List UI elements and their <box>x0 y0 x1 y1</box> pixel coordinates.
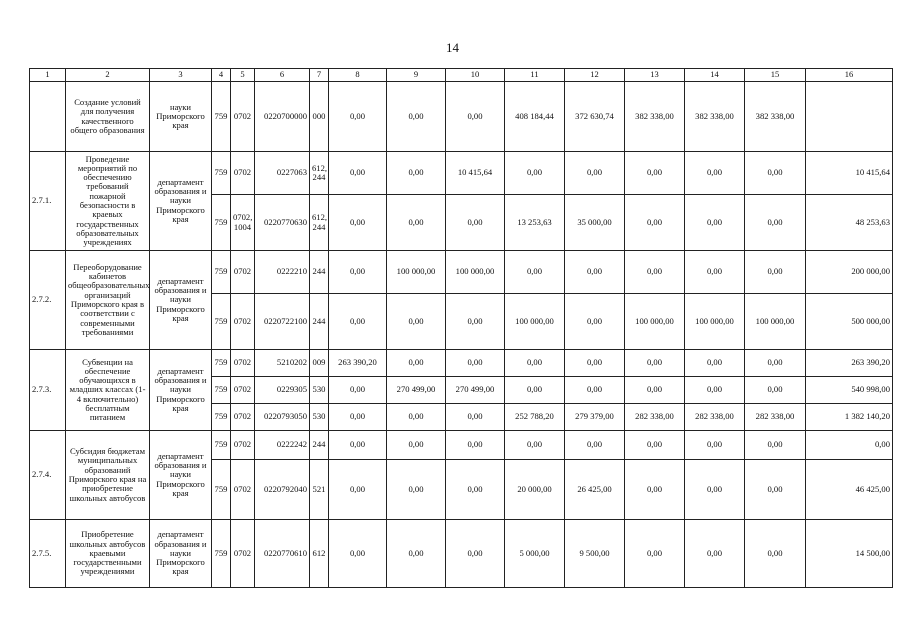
column-header: 4 <box>212 69 231 82</box>
cell-expense-type: 521 <box>310 460 329 520</box>
cell-y2019: 0,00 <box>685 251 745 294</box>
cell-section: 0702 <box>231 520 255 588</box>
cell-section: 0702 <box>231 152 255 195</box>
cell-section: 0702 <box>231 350 255 377</box>
column-header: 10 <box>446 69 505 82</box>
cell-total: 540 998,00 <box>806 377 893 404</box>
table-row <box>30 152 893 195</box>
cell-target-article: 0220770630 <box>255 195 310 251</box>
cell-total: 14 500,00 <box>806 520 893 588</box>
cell-y2019: 0,00 <box>685 520 745 588</box>
cell-section: 0702 <box>231 431 255 460</box>
column-header: 13 <box>625 69 685 82</box>
cell-y2017: 0,00 <box>565 350 625 377</box>
table-row <box>30 251 893 294</box>
cell-y2017: 0,00 <box>565 431 625 460</box>
cell-y2014: 0,00 <box>387 520 446 588</box>
cell-total: 10 415,64 <box>806 152 893 195</box>
cell-y2017: 26 425,00 <box>565 460 625 520</box>
column-header: 1 <box>30 69 66 82</box>
cell-y2019: 282 338,00 <box>685 404 745 431</box>
cell-y2013: 0,00 <box>329 152 387 195</box>
cell-grbs: 759 <box>212 350 231 377</box>
cell-y2014: 0,00 <box>387 431 446 460</box>
cell-y2019: 0,00 <box>685 195 745 251</box>
cell-y2013: 0,00 <box>329 460 387 520</box>
cell-y2018: 282 338,00 <box>625 404 685 431</box>
cell-expense-type: 009 <box>310 350 329 377</box>
cell-y2016: 0,00 <box>505 152 565 195</box>
column-header: 5 <box>231 69 255 82</box>
cell-y2014: 0,00 <box>387 350 446 377</box>
cell-y2018: 0,00 <box>625 377 685 404</box>
measure-name: Приобретение школьных автобусов краевыми государственными учреждениями <box>66 520 150 588</box>
cell-y2019: 0,00 <box>685 152 745 195</box>
cell-y2014: 0,00 <box>387 460 446 520</box>
cell-total: 263 390,20 <box>806 350 893 377</box>
column-header: 6 <box>255 69 310 82</box>
cell-section: 0702 <box>231 460 255 520</box>
cell-section: 0702 <box>231 404 255 431</box>
responsible-executor: департамент образования и науки Приморского края <box>150 251 212 350</box>
cell-y2015: 100 000,00 <box>446 251 505 294</box>
cell-y2018: 0,00 <box>625 431 685 460</box>
cell-grbs: 759 <box>212 82 231 152</box>
row-number: 2.7.1. <box>30 152 66 251</box>
cell-target-article: 0229305 <box>255 377 310 404</box>
cell-y2015: 0,00 <box>446 520 505 588</box>
cell-y2020: 0,00 <box>745 377 806 404</box>
cell-y2017: 35 000,00 <box>565 195 625 251</box>
cell-total <box>806 82 893 152</box>
cell-y2016: 0,00 <box>505 251 565 294</box>
cell-y2015: 270 499,00 <box>446 377 505 404</box>
cell-total: 48 253,63 <box>806 195 893 251</box>
responsible-executor: департамент образования и науки Приморского края <box>150 350 212 431</box>
cell-expense-type: 244 <box>310 431 329 460</box>
cell-y2020: 0,00 <box>745 152 806 195</box>
cell-total: 1 382 140,20 <box>806 404 893 431</box>
cell-y2014: 0,00 <box>387 404 446 431</box>
cell-y2013: 0,00 <box>329 82 387 152</box>
cell-y2016: 0,00 <box>505 377 565 404</box>
cell-y2014: 0,00 <box>387 294 446 350</box>
cell-grbs: 759 <box>212 460 231 520</box>
budget-table <box>29 68 893 588</box>
cell-y2017: 0,00 <box>565 294 625 350</box>
cell-y2015: 0,00 <box>446 460 505 520</box>
cell-y2015: 0,00 <box>446 294 505 350</box>
cell-y2016: 20 000,00 <box>505 460 565 520</box>
cell-y2016: 5 000,00 <box>505 520 565 588</box>
cell-y2020: 0,00 <box>745 460 806 520</box>
column-header: 11 <box>505 69 565 82</box>
cell-y2020: 0,00 <box>745 350 806 377</box>
cell-total: 200 000,00 <box>806 251 893 294</box>
cell-y2019: 0,00 <box>685 350 745 377</box>
cell-grbs: 759 <box>212 251 231 294</box>
cell-y2014: 0,00 <box>387 152 446 195</box>
column-header: 2 <box>66 69 150 82</box>
cell-y2018: 382 338,00 <box>625 82 685 152</box>
cell-section: 0702, 1004 <box>231 195 255 251</box>
page-number: 14 <box>446 40 459 55</box>
cell-expense-type: 612 <box>310 520 329 588</box>
cell-y2016: 0,00 <box>505 350 565 377</box>
cell-y2013: 263 390,20 <box>329 350 387 377</box>
row-number <box>30 82 66 152</box>
cell-expense-type: 612, 244 <box>310 195 329 251</box>
cell-expense-type: 530 <box>310 377 329 404</box>
measure-name: Проведение мероприятий по обеспечению требований пожарной безопасности в краевых государственных образовательных учреждениях <box>66 152 150 251</box>
column-header: 8 <box>329 69 387 82</box>
cell-target-article: 0220722100 <box>255 294 310 350</box>
cell-y2020: 100 000,00 <box>745 294 806 350</box>
cell-y2017: 0,00 <box>565 251 625 294</box>
cell-y2014: 270 499,00 <box>387 377 446 404</box>
cell-expense-type: 530 <box>310 404 329 431</box>
cell-y2019: 0,00 <box>685 377 745 404</box>
cell-y2018: 0,00 <box>625 152 685 195</box>
cell-y2015: 0,00 <box>446 350 505 377</box>
cell-expense-type: 244 <box>310 294 329 350</box>
cell-target-article: 0220792040 <box>255 460 310 520</box>
cell-y2016: 0,00 <box>505 431 565 460</box>
header-row <box>30 69 893 82</box>
cell-y2013: 0,00 <box>329 195 387 251</box>
cell-y2016: 13 253,63 <box>505 195 565 251</box>
cell-total: 0,00 <box>806 431 893 460</box>
cell-y2018: 0,00 <box>625 460 685 520</box>
cell-expense-type: 244 <box>310 251 329 294</box>
cell-y2016: 100 000,00 <box>505 294 565 350</box>
cell-y2018: 0,00 <box>625 195 685 251</box>
cell-y2015: 0,00 <box>446 195 505 251</box>
row-number: 2.7.5. <box>30 520 66 588</box>
row-number: 2.7.3. <box>30 350 66 431</box>
cell-target-article: 0220770610 <box>255 520 310 588</box>
table-row <box>30 82 893 152</box>
measure-name: Субсидия бюджетам муниципальных образований Приморского края на приобретение школьных автобусов <box>66 431 150 520</box>
cell-y2015: 0,00 <box>446 404 505 431</box>
cell-y2016: 252 788,20 <box>505 404 565 431</box>
cell-y2013: 0,00 <box>329 294 387 350</box>
cell-y2015: 0,00 <box>446 431 505 460</box>
cell-y2020: 0,00 <box>745 520 806 588</box>
cell-grbs: 759 <box>212 431 231 460</box>
cell-y2018: 0,00 <box>625 251 685 294</box>
cell-section: 0702 <box>231 377 255 404</box>
measure-name: Переоборудование кабинетов общеобразовательных организаций Приморского края в соответствии с современными требованиями <box>66 251 150 350</box>
column-header: 14 <box>685 69 745 82</box>
cell-target-article: 0222210 <box>255 251 310 294</box>
cell-y2018: 100 000,00 <box>625 294 685 350</box>
cell-grbs: 759 <box>212 377 231 404</box>
cell-section: 0702 <box>231 82 255 152</box>
cell-y2020: 0,00 <box>745 431 806 460</box>
cell-y2014: 0,00 <box>387 82 446 152</box>
cell-y2016: 408 184,44 <box>505 82 565 152</box>
cell-target-article: 0220793050 <box>255 404 310 431</box>
cell-grbs: 759 <box>212 404 231 431</box>
cell-y2018: 0,00 <box>625 350 685 377</box>
responsible-executor: департамент образования и науки Приморского края <box>150 152 212 251</box>
column-header: 12 <box>565 69 625 82</box>
measure-name: Субвенции на обеспечение обучающихся в младших классах (1-4 включительно) бесплатным питанием <box>66 350 150 431</box>
cell-y2017: 279 379,00 <box>565 404 625 431</box>
cell-total: 46 425,00 <box>806 460 893 520</box>
cell-y2014: 0,00 <box>387 195 446 251</box>
measure-name: Создание условий для получения качественного общего образования <box>66 82 150 152</box>
cell-section: 0702 <box>231 251 255 294</box>
cell-grbs: 759 <box>212 152 231 195</box>
column-header: 3 <box>150 69 212 82</box>
cell-y2013: 0,00 <box>329 377 387 404</box>
cell-y2017: 0,00 <box>565 377 625 404</box>
cell-grbs: 759 <box>212 294 231 350</box>
cell-grbs: 759 <box>212 195 231 251</box>
cell-section: 0702 <box>231 294 255 350</box>
responsible-executor: департамент образования и науки Приморского края <box>150 520 212 588</box>
cell-expense-type: 612, 244 <box>310 152 329 195</box>
cell-target-article: 0220700000 <box>255 82 310 152</box>
table-body <box>30 69 893 588</box>
table-row <box>30 431 893 460</box>
responsible-executor: департамент образования и науки Приморского края <box>150 431 212 520</box>
cell-y2019: 0,00 <box>685 431 745 460</box>
cell-y2017: 372 630,74 <box>565 82 625 152</box>
cell-y2013: 0,00 <box>329 251 387 294</box>
cell-y2020: 0,00 <box>745 251 806 294</box>
cell-y2015: 0,00 <box>446 82 505 152</box>
cell-total: 500 000,00 <box>806 294 893 350</box>
column-header: 9 <box>387 69 446 82</box>
cell-y2019: 0,00 <box>685 460 745 520</box>
cell-y2020: 282 338,00 <box>745 404 806 431</box>
cell-y2018: 0,00 <box>625 520 685 588</box>
cell-y2019: 382 338,00 <box>685 82 745 152</box>
cell-y2015: 10 415,64 <box>446 152 505 195</box>
cell-target-article: 0227063 <box>255 152 310 195</box>
cell-y2013: 0,00 <box>329 404 387 431</box>
cell-target-article: 5210202 <box>255 350 310 377</box>
column-header: 15 <box>745 69 806 82</box>
column-header: 16 <box>806 69 893 82</box>
cell-y2019: 100 000,00 <box>685 294 745 350</box>
cell-y2020: 0,00 <box>745 195 806 251</box>
table-row <box>30 350 893 377</box>
row-number: 2.7.4. <box>30 431 66 520</box>
row-number: 2.7.2. <box>30 251 66 350</box>
table-row <box>30 520 893 588</box>
responsible-executor: науки Приморского края <box>150 82 212 152</box>
cell-y2013: 0,00 <box>329 431 387 460</box>
cell-y2013: 0,00 <box>329 520 387 588</box>
cell-target-article: 0222242 <box>255 431 310 460</box>
column-header: 7 <box>310 69 329 82</box>
cell-y2017: 9 500,00 <box>565 520 625 588</box>
cell-y2014: 100 000,00 <box>387 251 446 294</box>
cell-y2017: 0,00 <box>565 152 625 195</box>
cell-expense-type: 000 <box>310 82 329 152</box>
cell-y2020: 382 338,00 <box>745 82 806 152</box>
cell-grbs: 759 <box>212 520 231 588</box>
